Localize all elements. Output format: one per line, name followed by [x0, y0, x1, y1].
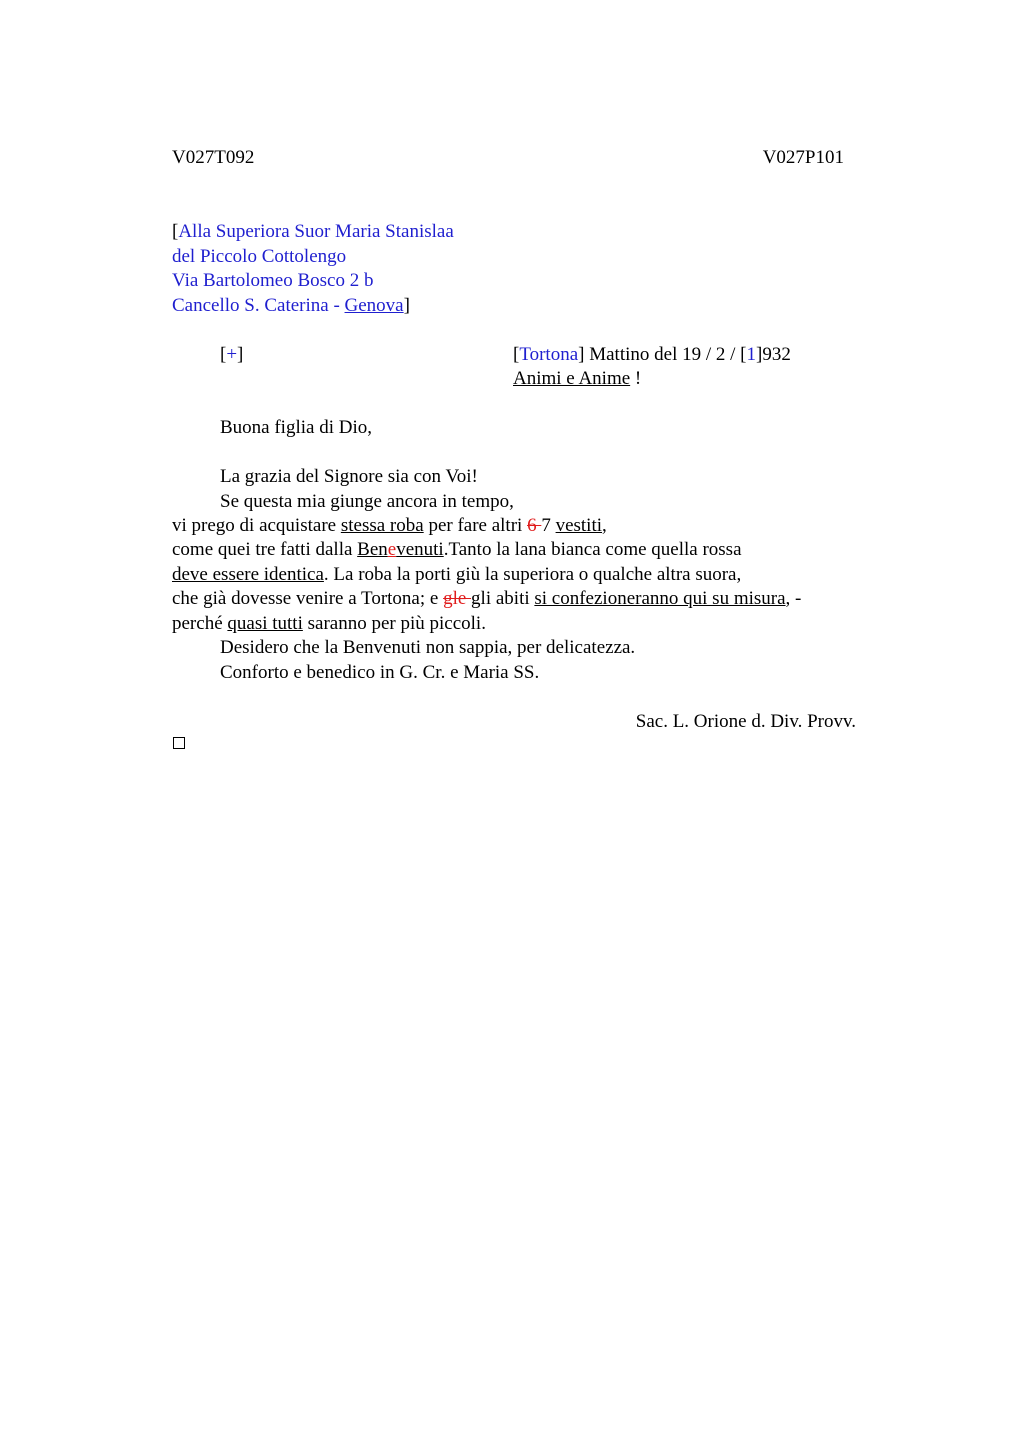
address-line-1: [Alla Superiora Suor Maria Stanislaa: [172, 221, 454, 242]
body-line-2: Se questa mia giunge ancora in tempo,: [220, 491, 514, 512]
signature: Sac. L. Orione d. Div. Provv.: [635, 711, 856, 732]
body-line-5: deve essere identica. La roba la porti giù la superiora o qualche altra suora,: [172, 564, 742, 585]
salutation: Buona figlia di Dio,: [220, 417, 372, 438]
body-line-7: perché quasi tutti saranno per più piccoli.: [172, 613, 486, 634]
body-line-1: La grazia del Signore sia con Voi!: [220, 466, 478, 487]
address-city: Genova: [344, 295, 404, 316]
address-line-4: Cancello S. Caterina - Genova]: [172, 295, 410, 316]
body-line-6: che già dovesse venire a Tortona; e gle gli abiti si confezioneranno qui su misura, -: [172, 588, 802, 609]
motto: Animi e Anime !: [513, 368, 642, 389]
dateline: [Tortona] Mattino del 19 / 2 / [1]932: [513, 344, 791, 365]
body-line-3: vi prego di acquistare stessa roba per fare altri 6 7 vestiti,: [172, 515, 607, 536]
cross-mark: [+]: [220, 344, 244, 365]
inserted-text: e: [387, 539, 397, 560]
body-line-8: Desidero che la Benvenuti non sappia, per delicatezza.: [220, 637, 636, 658]
address-line-3: Via Bartolomeo Bosco 2 b: [172, 270, 374, 291]
deleted-text: 6: [527, 515, 542, 536]
address-line-2: del Piccolo Cottolengo: [172, 246, 347, 267]
end-box-icon: [173, 737, 185, 749]
header-left-code: V027T092: [172, 147, 255, 168]
body-line-4: come quei tre fatti dalla Benevenuti.Tanto la lana bianca come quella rossa: [172, 539, 742, 560]
body-line-9: Conforto e benedico in G. Cr. e Maria SS.: [220, 662, 540, 683]
dateline-place: Tortona: [519, 344, 579, 365]
header-right-code: V027P101: [762, 147, 844, 168]
deleted-text: gle: [443, 588, 472, 609]
